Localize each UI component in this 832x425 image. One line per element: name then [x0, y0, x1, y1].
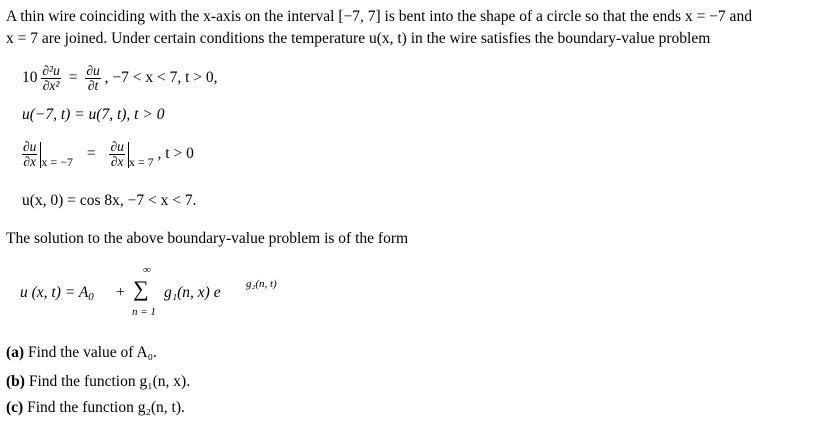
pde-rhs-denominator: ∂t — [87, 78, 99, 94]
solution-lhs: u (x, t) = A0 — [20, 284, 94, 303]
pde-lhs-fraction — [41, 64, 60, 93]
bc2-left-eval: x = −7 — [41, 155, 73, 170]
boundary-condition-1: u(−7, t) = u(7, t), t > 0 — [22, 106, 165, 123]
bc2-left-denominator: ∂x — [23, 154, 37, 170]
part-c-text: Find the function g₂(n, t). — [27, 399, 185, 416]
bc2-condition: , t > 0 — [157, 145, 194, 163]
pde-equals: = — [68, 69, 78, 87]
bc2-left-fraction — [22, 140, 37, 169]
pde-rhs-numerator: ∂u — [86, 63, 100, 78]
sum-lower-limit: n = 1 — [132, 306, 156, 318]
bc2-right-numerator: ∂u — [110, 139, 124, 154]
a0-subscript: 0 — [88, 291, 94, 303]
intro-line-2: x = 7 are joined. Under certain conditions the temperature u(x, t) in the wire satisfies the boundary-value problem — [6, 30, 711, 47]
solution-plus: + — [116, 284, 125, 301]
part-a — [6, 344, 157, 362]
pde-domain: , −7 < x < 7, t > 0, — [104, 69, 218, 87]
solution-intro: The solution to the above boundary-value problem is of the form — [6, 230, 409, 247]
initial-condition: u(x, 0) = cos 8x, −7 < x < 7. — [22, 192, 197, 209]
pde-lhs-denominator: ∂x² — [42, 78, 60, 94]
part-b-label: (b) — [6, 373, 25, 390]
bc2-right-eval: x = 7 — [128, 155, 154, 170]
summation-symbol: ∑ — [133, 276, 149, 301]
bc2-equals: = — [86, 145, 96, 163]
pde-coefficient: 10 — [22, 69, 38, 87]
solution-exponent: g₂(n, t) — [246, 278, 277, 290]
part-a-label: (a) — [6, 344, 25, 361]
part-b — [6, 373, 190, 391]
pde-rhs-fraction — [85, 64, 100, 93]
solution-term: g₁(n, x) e — [164, 284, 221, 301]
intro-line-1: A thin wire coinciding with the x-axis on the interval [−7, 7] is bent into the shape of a circle so that the ends x = −7 and — [6, 8, 752, 25]
part-b-text: Find the function g₁(n, x). — [28, 373, 191, 390]
part-c-label: (c) — [6, 399, 24, 416]
part-a-text: Find the value of A₀. — [27, 344, 157, 361]
bc2-right-denominator: ∂x — [110, 154, 124, 170]
pde-lhs-numerator: ∂²u — [42, 63, 60, 78]
sum-upper-limit: ∞ — [143, 264, 151, 276]
bc2-left-numerator: ∂u — [23, 139, 37, 154]
pde-equation — [22, 64, 218, 93]
boundary-condition-2 — [22, 140, 194, 170]
part-c — [6, 399, 185, 417]
bc2-right-fraction — [109, 140, 124, 169]
